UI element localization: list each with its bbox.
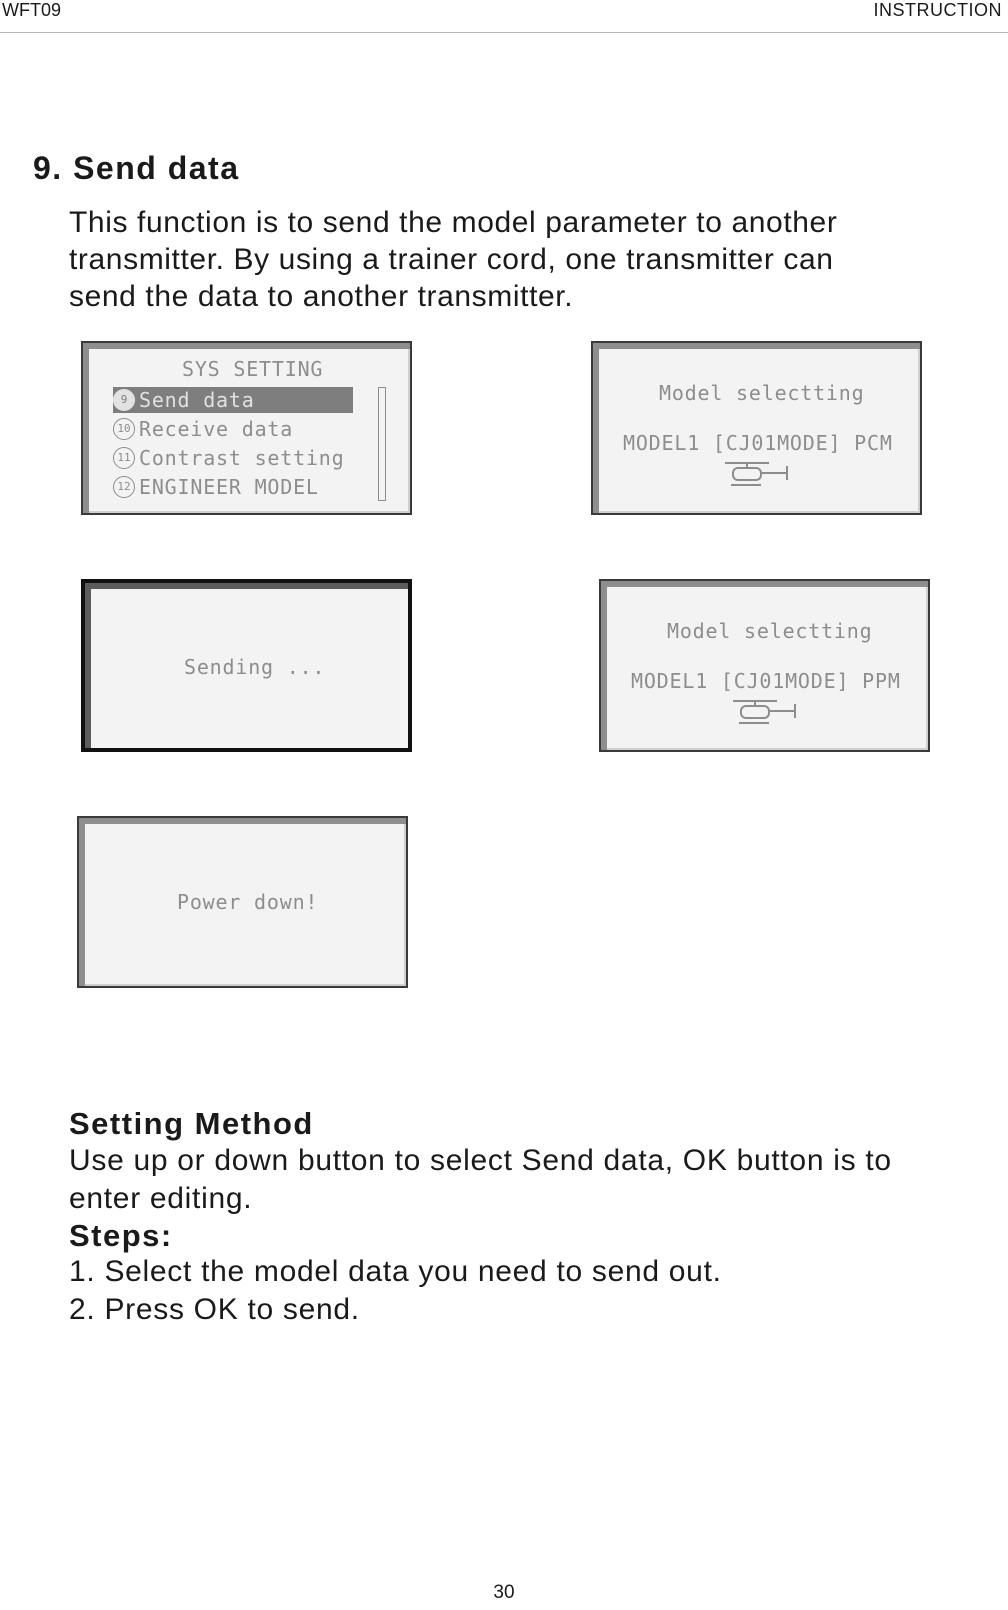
lcd-model-select-ppm-screen [599, 579, 930, 752]
helicopter-icon [723, 459, 793, 489]
lcd-title: SYS SETTING [182, 357, 324, 381]
step-item: 1. Select the model data you need to send out. [69, 1255, 722, 1288]
step-item: 2. Press OK to send. [69, 1293, 360, 1326]
lcd-message: Sending ... [184, 655, 326, 679]
menu-item-number: 12 [113, 476, 135, 498]
menu-item-send-data [113, 387, 353, 413]
intro-line: transmitter. By using a trainer cord, one transmitter can [69, 243, 834, 276]
menu-item-engineer-model [113, 474, 353, 500]
lcd-model-line: MODEL1 [CJ01MODE] PPM [631, 669, 901, 693]
menu-item-number: 10 [113, 418, 135, 440]
menu-item-receive-data [113, 416, 353, 442]
page-number: 30 [493, 1582, 515, 1603]
menu-item-contrast-setting [113, 445, 353, 471]
intro-line: send the data to another transmitter. [69, 280, 574, 313]
menu-item-label: Receive data [139, 417, 294, 441]
intro-paragraph [69, 204, 989, 315]
lcd-sending-screen [81, 579, 412, 752]
lcd-power-down-screen [77, 816, 408, 988]
menu-item-number: 9 [113, 389, 135, 411]
lcd-message: Power down! [177, 890, 319, 914]
lcd-model-line: MODEL1 [CJ01MODE] PCM [623, 431, 893, 455]
menu-item-label: Send data [139, 388, 255, 412]
intro-line: This function is to send the model parameter to another [69, 206, 838, 239]
header-section-name: INSTRUCTION [873, 0, 1002, 20]
menu-item-label: ENGINEER MODEL [139, 475, 319, 499]
section-title: 9. Send data [33, 150, 240, 186]
setting-method-line: Use up or down button to select Send data, OK button is to [69, 1144, 892, 1177]
header-divider [0, 32, 1008, 33]
setting-method-line: enter editing. [69, 1182, 253, 1215]
menu-item-number: 11 [113, 447, 135, 469]
lcd-sys-setting-screen [81, 341, 412, 515]
lcd-heading: Model selectting [659, 381, 865, 405]
steps-heading: Steps: [69, 1218, 173, 1253]
lcd-scrollbar [378, 387, 386, 501]
lcd-heading: Model selectting [667, 619, 873, 643]
header-model-name: WFT09 [2, 0, 62, 20]
lcd-model-select-pcm-screen [591, 341, 922, 515]
helicopter-icon [731, 697, 801, 727]
setting-method-heading: Setting Method [69, 1106, 314, 1141]
menu-item-label: Contrast setting [139, 446, 345, 470]
